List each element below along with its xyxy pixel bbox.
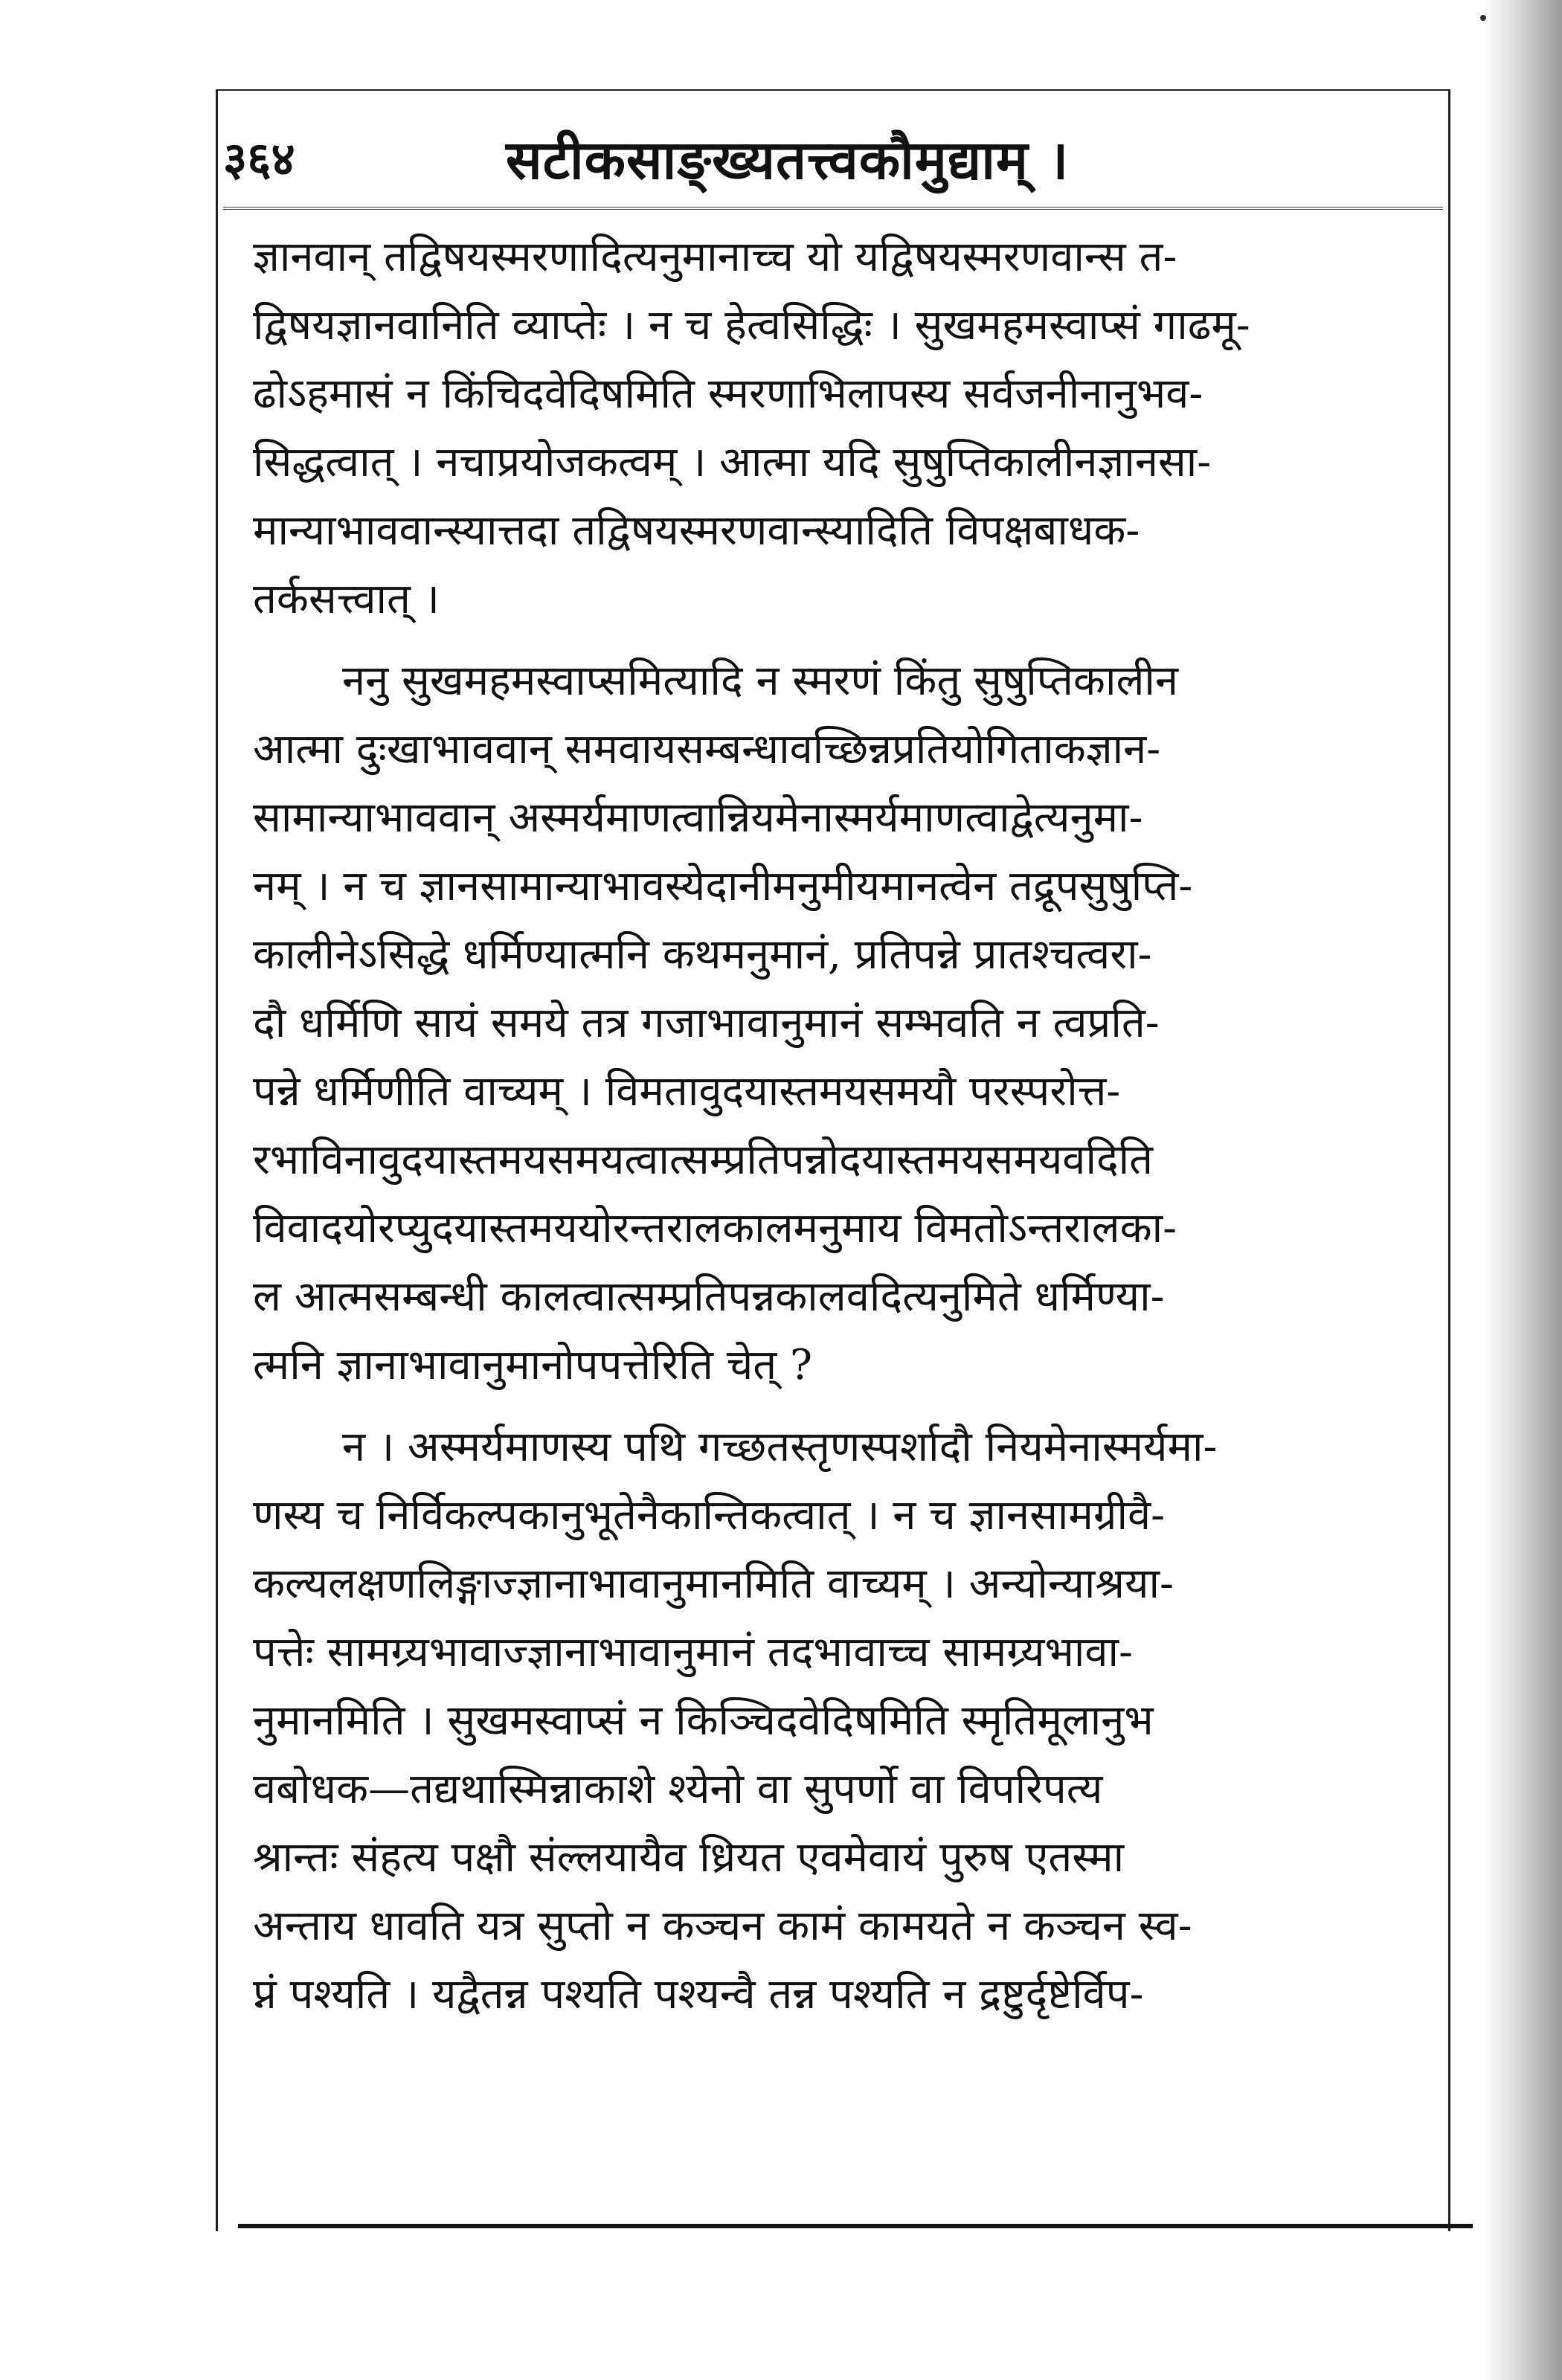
text-line: श्रान्तः संहत्य पक्षौ संल्लयायैव ध्रियत एवमेवायं पुरुष एतस्मा: [253, 1833, 1125, 1882]
text-line: त्मनि ज्ञानाभावानुमानोपपत्तेरिति चेत् ?: [253, 1341, 813, 1389]
bottom-rule: [238, 2224, 1473, 2228]
text-line: कालीनेऽसिद्धे धर्मिण्यात्मनि कथमनुमानं, प्रतिपन्ने प्रातश्चत्वरा-: [253, 930, 1152, 979]
text-line: ज्ञानवान् तद्विषयस्मरणादित्यनुमानाच्च यो यद्विषयस्मरणवान्स त-: [253, 233, 1177, 281]
header-rule: [223, 202, 1443, 210]
paragraph: [253, 647, 1443, 1400]
text-line: दौ धर्मिणि सायं समये तत्र गजाभावानुमानं सम्भवति न त्वप्रति-: [253, 999, 1160, 1047]
text-line: वबोधक—तद्यथास्मिन्नाकाशे श्येनो वा सुपर्णो वा विपरिपत्य: [253, 1765, 1103, 1813]
text-line: तर्कसत्त्वात् ।: [253, 575, 440, 623]
text-line: ढोऽहमासं न किंचिदवेदिषमिति स्मरणाभिलापस्य सर्वजनीनानुभव-: [253, 370, 1203, 418]
text-line: सिद्धत्वात् । नचाप्रयोजकत्वम् । आत्मा यदि सुषुप्तिकालीनज्ञानसा-: [253, 438, 1212, 486]
text-line: द्विषयज्ञानवानिति व्याप्तेः । न च हेत्वसिद्धिः । सुखमहमस्वाप्सं गाढमू-: [253, 301, 1250, 350]
paragraph: [253, 223, 1443, 634]
text-line: मान्याभाववान्स्यात्तदा तद्विषयस्मरणवान्स्यादिति विपक्षबाधक-: [253, 506, 1140, 555]
text-line: नम् । न च ज्ञानसामान्याभावस्येदानीमनुमीयमानत्वेन तद्रूपसुषुप्ति-: [253, 862, 1193, 910]
text-line: ननु सुखमहमस्वाप्समित्यादि न स्मरणं किंतु सुषुप्तिकालीन: [342, 657, 1178, 705]
text-line: सामान्याभाववान् अस्मर्यमाणत्वान्नियमेनास्मर्यमाणत्वाद्वेत्यनुमा-: [253, 794, 1143, 842]
page-edge-shadow: [1484, 0, 1562, 2380]
text-line: आत्मा दुःखाभाववान् समवायसम्बन्धावच्छिन्नप्रतियोगिताकज्ञान-: [253, 725, 1161, 774]
text-line: णस्य च निर्विकल्पकानुभूतेनैकान्तिकत्वात् । न च ज्ञानसामग्रीवै-: [253, 1491, 1166, 1540]
scan-speck: [1480, 15, 1486, 21]
text-line: पत्तेः सामग्र्यभावाज्ज्ञानाभावानुमानं तदभावाच्च सामग्र्यभावा-: [253, 1628, 1133, 1676]
text-line: अन्ताय धावति यत्र सुप्तो न कञ्चन कामं कामयते न कञ्चन स्व-: [253, 1902, 1192, 1950]
paragraph: [253, 1413, 1443, 2029]
body-text: [253, 223, 1443, 2042]
text-line: रभाविनावुदयास्तमयसमयत्वात्सम्प्रतिपन्नोदयास्तमयसमयवदिति: [253, 1136, 1154, 1184]
text-line: ल आत्मसम्बन्धी कालत्वात्सम्प्रतिपन्नकालवदित्यनुमिते धर्मिण्या-: [253, 1273, 1165, 1321]
text-line: प्नं पश्यति । यद्वैतन्न पश्यति पश्यन्वै तन्न पश्यति न द्रष्टुर्दृष्टेर्विप-: [253, 1970, 1144, 2019]
page-number: ३६४: [223, 132, 295, 186]
text-line: न । अस्मर्यमाणस्य पथि गच्छतस्तृणस्पर्शादौ नियमेनास्मर्यमा-: [342, 1423, 1218, 1471]
running-title: सटीकसाङ्ख्यतत्त्वकौमुद्याम् ।: [506, 128, 1070, 191]
text-line: कल्यलक्षणलिङ्गाज्ज्ञानाभावानुमानमिति वाच्यम् । अन्योन्याश्रया-: [253, 1560, 1174, 1608]
text-line: पन्ने धर्मिणीति वाच्यम् । विमतावुदयास्तमयसमयौ परस्परोत्त-: [253, 1067, 1121, 1116]
text-line: नुमानमिति । सुखमस्वाप्सं न किञ्चिदवेदिषमिति स्मृतिमूलानुभ: [253, 1696, 1154, 1745]
page-header: [223, 119, 1443, 201]
text-line: विवादयोरप्युदयास्तमययोरन्तरालकालमनुमाय विमतोऽन्तरालका-: [253, 1204, 1177, 1252]
